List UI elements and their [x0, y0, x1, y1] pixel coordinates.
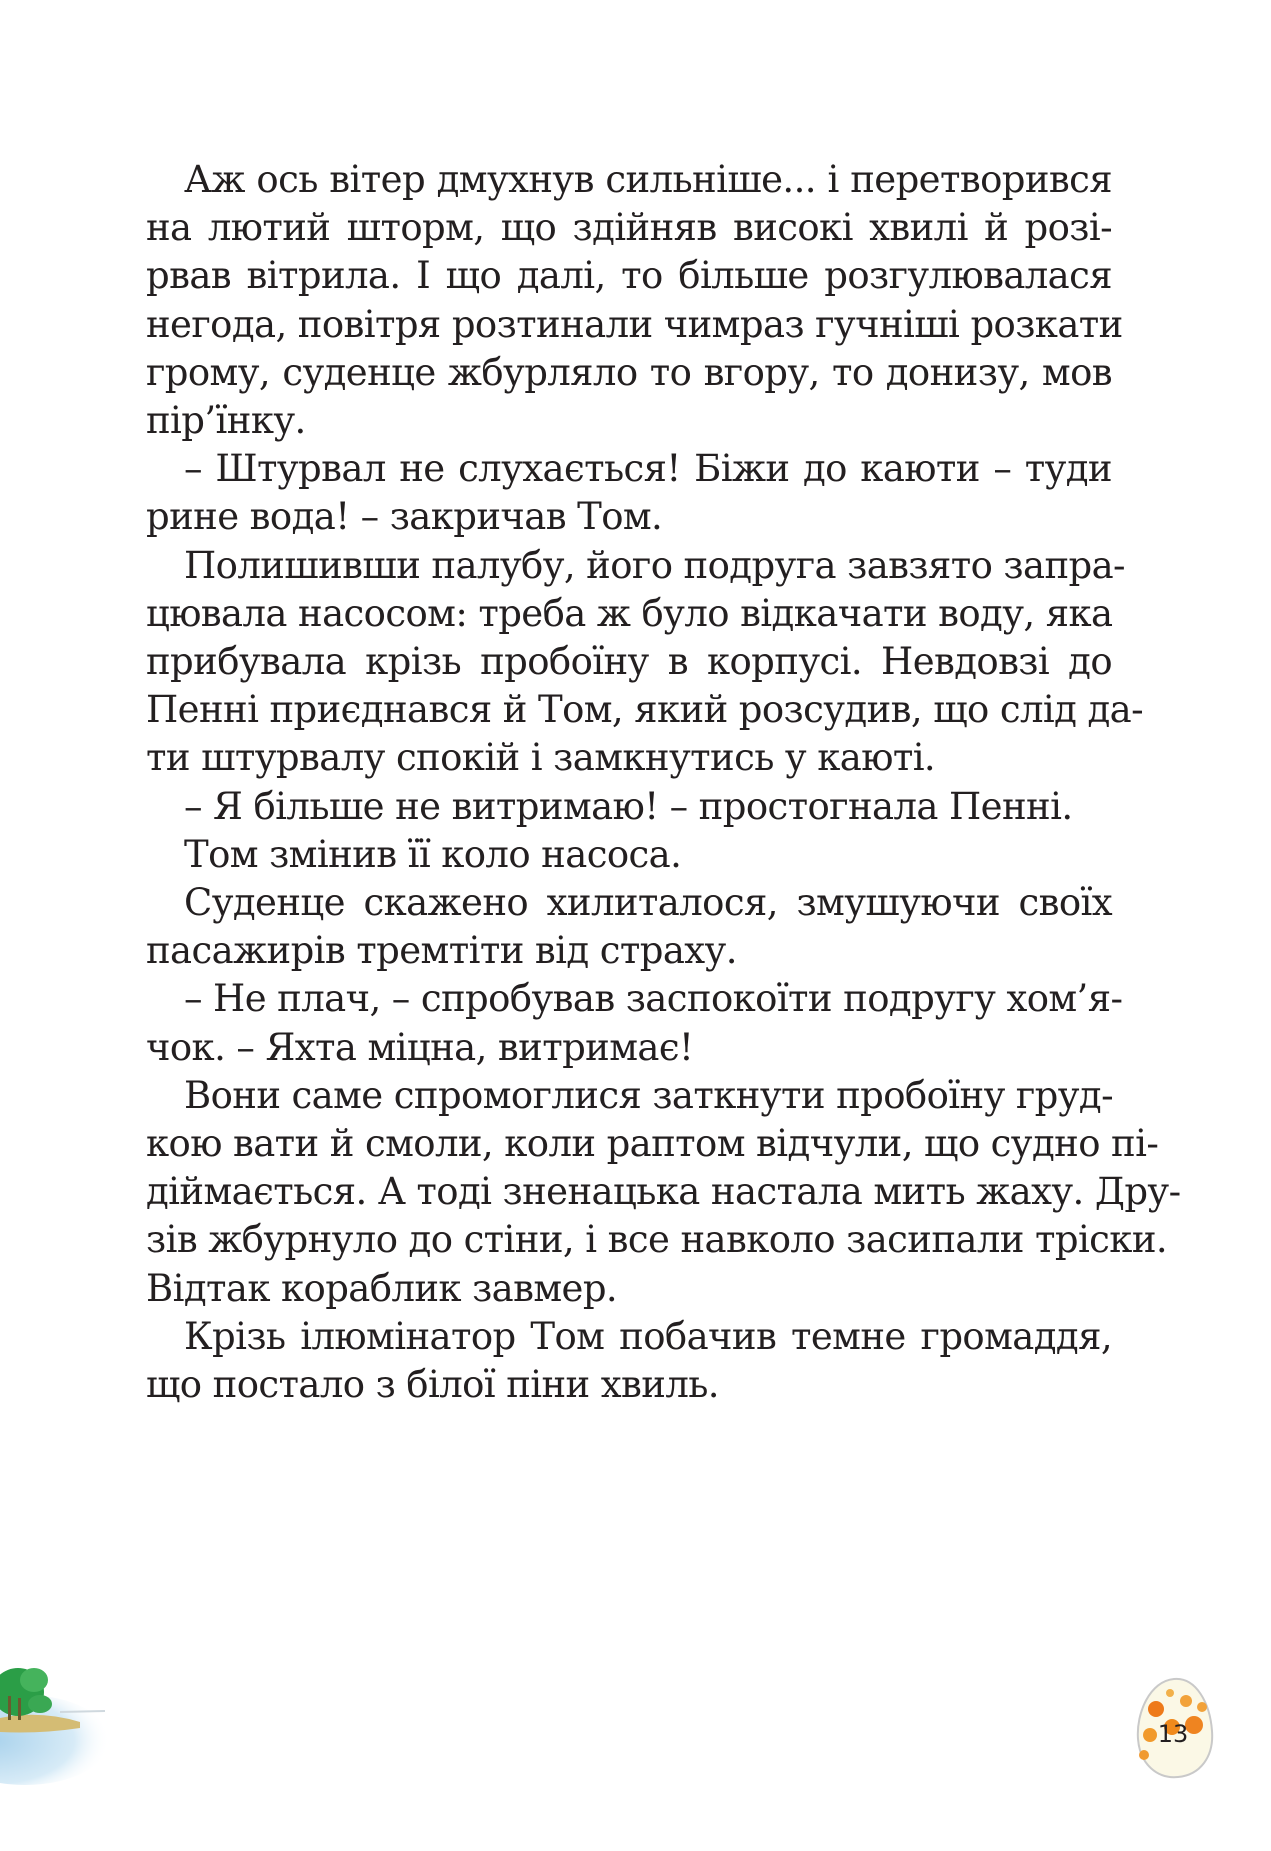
text-line: Том змінив її коло насоса. [184, 832, 682, 876]
story-text [146, 156, 1181, 1409]
text-line: ти штурвалу спокій і замкнутись у каюті. [146, 736, 936, 780]
text-line: прибувала крізь пробоїну в корпусі. Невдовзі до [146, 640, 1112, 684]
text-line: Крізь ілюмінатор Том побачив темне громаддя, [184, 1314, 1112, 1358]
paragraph [146, 445, 1112, 541]
text-line: пір’їнку. [146, 399, 306, 443]
text-line: рвав вітрила. І що далі, то більше розгулювалася [146, 254, 1112, 298]
text-line: негода, повітря розтинали чимраз гучніші розкати [146, 302, 1123, 346]
page-number: 13 [1157, 1720, 1189, 1748]
paragraph [146, 156, 1123, 445]
paragraph [146, 975, 1123, 1071]
paragraph [146, 1313, 1112, 1409]
paragraph [146, 783, 1112, 831]
text-line: грому, суденце жбурляло то вгору, то донизу, мов [146, 350, 1112, 394]
text-line: цювала насосом: треба ж було відкачати воду, яка [146, 591, 1113, 635]
text-line: Аж ось вітер дмухнув сильніше... і перетворився [184, 158, 1112, 201]
text-line: – Не плач, – спробував заспокоїти подругу хом’я- [184, 977, 1123, 1021]
text-line: Суденце скажено хилиталося, змушуючи своїх [184, 881, 1112, 925]
text-line: – Штурвал не слухається! Біжи до каюти – туди [184, 447, 1112, 491]
text-line: рине вода! – закричав Том. [146, 495, 663, 539]
text-line: чок. – Яхта міцна, витримає! [146, 1025, 694, 1069]
text-line: Пенні приєднався й Том, який розсудив, що слід да- [146, 688, 1144, 732]
text-line: зів жбурнуло до стіни, і все навколо засипали тріски. [146, 1218, 1168, 1262]
paragraph [146, 1072, 1181, 1313]
text-line: діймається. А тоді зненацька настала мить жаху. Дру- [146, 1170, 1181, 1214]
text-line: Вони саме спромоглися заткнути пробоїну груд- [184, 1073, 1114, 1117]
paragraph [146, 542, 1144, 783]
text-line: Відтак кораблик завмер. [146, 1266, 618, 1310]
island-illustration-icon [0, 1600, 110, 1800]
text-line: кою вати й смоли, коли раптом відчули, що судно пі- [146, 1122, 1159, 1166]
text-line: що постало з білої піни хвиль. [146, 1363, 719, 1407]
paragraph [146, 831, 1112, 879]
text-line: – Я більше не витримаю! – простогнала Пенні. [184, 784, 1073, 828]
paragraph [146, 879, 1112, 975]
text-line: пасажирів тремтіти від страху. [146, 929, 737, 973]
text-line: Полишивши палубу, його подруга завзято запра- [184, 543, 1125, 587]
text-line: на лютий шторм, що здійняв високі хвилі й розі- [146, 206, 1112, 250]
